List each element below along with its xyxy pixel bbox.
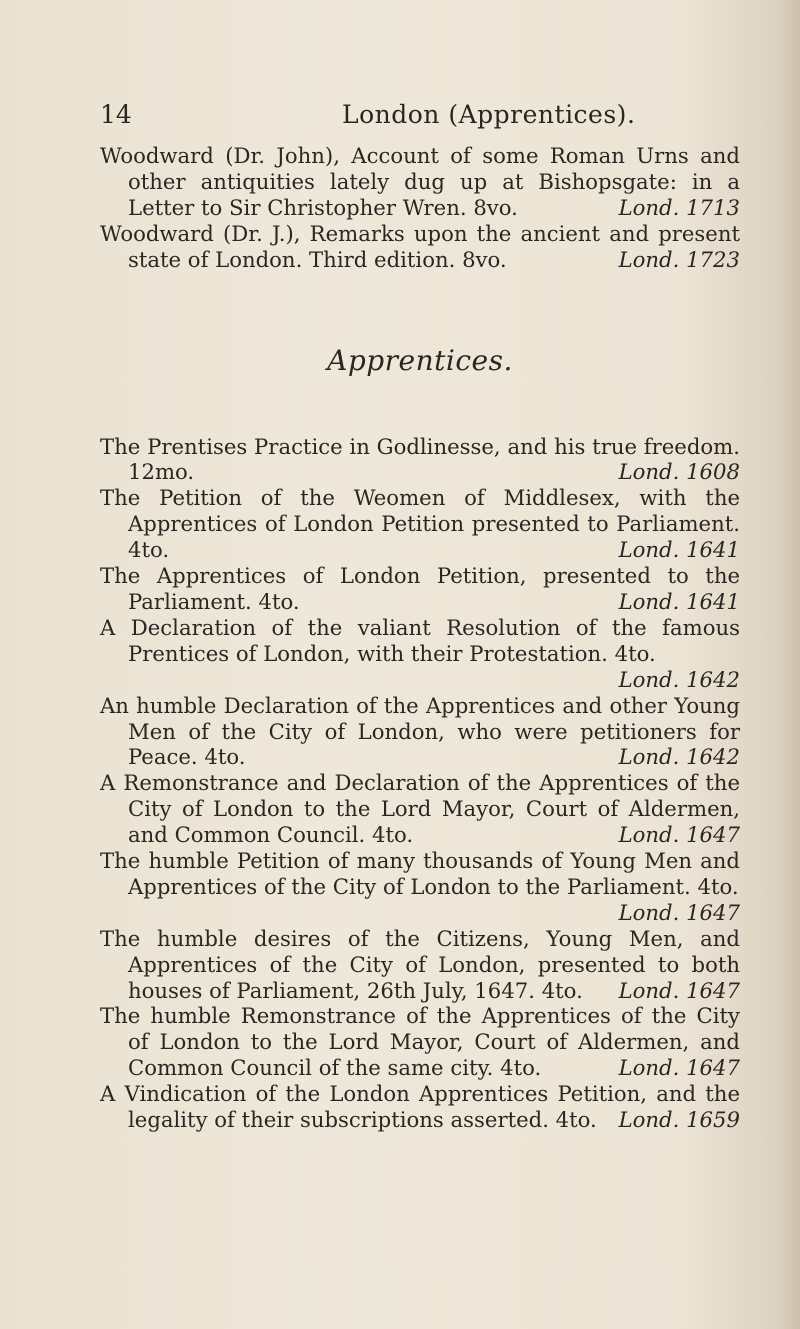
bibliography-entry (100, 926, 740, 1004)
bibliography-entry (100, 143, 740, 221)
entry-imprint: Lond. 1647 (618, 1055, 740, 1081)
entry-imprint: Lond. 1642 (618, 666, 740, 692)
entry-text: Woodward (Dr. John), Account of some Roman Urns and other antiquities lately dug up at Bishopsgate: in a Letter to Sir Christopher Wren. 8vo. (100, 143, 740, 220)
entry-imprint: Lond. 1608 (618, 459, 740, 485)
entry-text: The humble Remonstrance of the Apprentices of the City of London to the Lord Mayor, Court of Aldermen, and Common Council of the same city. 4to. (100, 1003, 740, 1081)
page-content (100, 143, 740, 1133)
entry-imprint: Lond. 1647 (618, 899, 740, 925)
entry-text: The humble Petition of many thousands of Young Men and Apprentices of the City of London to the Parliament. 4to. (100, 848, 740, 899)
entry-imprint: Lond. 1642 (618, 744, 740, 770)
bibliography-entry (100, 614, 740, 692)
entry-imprint: Lond. 1647 (618, 977, 740, 1003)
entry-imprint: Lond. 1641 (618, 588, 740, 614)
bibliography-entry (100, 1003, 740, 1081)
entry-text: The Petition of the Weomen of Middlesex, with the Apprentices of London Petition presented to Parliament. 4to. (100, 485, 740, 563)
bibliography-entry (100, 848, 740, 925)
entry-imprint: Lond. 1659 (618, 1107, 740, 1133)
entry-text: A Vindication of the London Apprentices Petition, and the legality of their subscriptions asserted. 4to. (100, 1081, 740, 1133)
running-title: London (Apprentices). (342, 100, 636, 129)
entry-imprint: Lond. 1713 (618, 194, 740, 220)
section-heading: Apprentices. (327, 343, 513, 377)
entry-text: A Remonstrance and Declaration of the Apprentices of the City of London to the Lord Mayor, Court of Aldermen, and Common Council. 4to. (100, 770, 740, 848)
bibliography-entry (100, 434, 740, 486)
entry-text: A Declaration of the valiant Resolution of the famous Prentices of London, with their Protestation. 4to. (100, 614, 740, 666)
entry-text: The Prentises Practice in Godlinesse, and his true freedom. 12mo. (100, 433, 740, 485)
entry-text: Woodward (Dr. J.), Remarks upon the ancient and present state of London. Third edition. 8vo. (100, 220, 740, 272)
bibliography-entry (100, 485, 740, 563)
bibliography-entry (100, 693, 740, 771)
bibliography-entry (100, 770, 740, 848)
entry-imprint: Lond. 1723 (618, 246, 740, 272)
entry-text: The humble desires of the Citizens, Young Men, and Apprentices of the City of London, presented to both houses of Parliament, 26th July, 1647. 4to. (100, 925, 740, 1003)
bibliography-entry (100, 1081, 740, 1133)
bibliography-entry (100, 563, 740, 615)
entry-imprint: Lond. 1647 (618, 822, 740, 848)
entry-imprint: Lond. 1641 (618, 537, 740, 563)
entry-text: The Apprentices of London Petition, presented to the Parliament. 4to. (100, 563, 740, 614)
page-number: 14 (100, 100, 132, 129)
page-header (100, 100, 700, 140)
entry-text: An humble Declaration of the Apprentices and other Young Men of the City of London, who were petitioners for Peace. 4to. (100, 692, 740, 770)
bibliography-entry (100, 221, 740, 273)
